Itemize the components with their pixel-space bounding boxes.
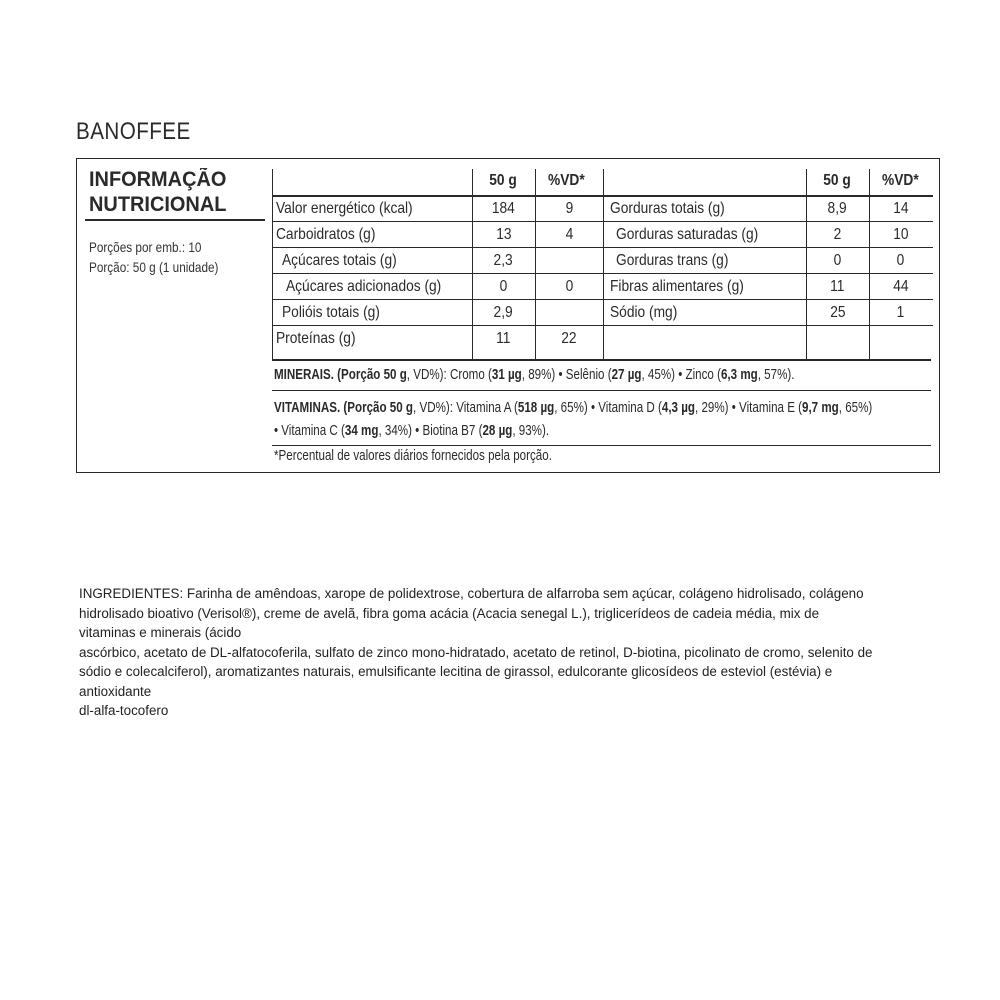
ingredients-line: ascórbico, acetato de DL-alfatocoferila, sulfato de zinco mono-hidratado, acetato de retinol, D-biotina, picolinato de cromo, selenito de [79, 644, 873, 660]
nutrient-amount: 0 [833, 252, 842, 269]
nutrient-amount: 2,9 [493, 304, 514, 321]
nutrient-amount: 2 [833, 226, 842, 243]
nutrient-amount: 2,3 [493, 252, 514, 269]
nutrient-amount: 13 [495, 226, 512, 243]
nutrient-name: Fibras alimentares (g) [610, 278, 744, 295]
minerals-divider [272, 359, 931, 361]
nutrient-amount: 184 [492, 200, 515, 217]
title-line-2: NUTRICIONAL [89, 193, 227, 216]
minerals-portion: (Porção 50 g [337, 367, 407, 383]
nutrient-dv: 14 [892, 200, 909, 217]
ingredients-line: dl-alfa-tocofero [79, 703, 169, 718]
nutrient-dv: 9 [565, 200, 573, 217]
vitamins-divider [272, 390, 931, 391]
footnote-divider [272, 445, 931, 446]
vitamins-portion: (Porção 50 g [343, 400, 414, 416]
vitamins-line-2: • Vitamina C (34 mg, 34%) • Biotina B7 (28 µg, 93%). [274, 423, 550, 439]
nutrient-dv: 0 [565, 278, 573, 295]
nutrient-dv: 22 [561, 330, 577, 347]
nutrient-amount: 25 [829, 304, 846, 321]
nutrient-amount: 11 [496, 330, 511, 347]
ingredients-line: vitaminas e minerais (ácido [79, 625, 242, 640]
nutrient-dv [535, 248, 603, 273]
ingredients-line: INGREDIENTES: Farinha de amêndoas, xarope de polidextrose, cobertura de alfarroba sem açúcar, colágeno hidrolisado, colágeno [79, 586, 864, 601]
nutrient-table [272, 165, 933, 359]
product-title: BANOFFEE [76, 118, 191, 145]
title-divider [85, 219, 265, 221]
nutrient-dv: 10 [892, 226, 909, 243]
nutrient-name: Carboidratos (g) [276, 226, 376, 243]
nutrition-label-title [89, 167, 226, 217]
vitamins-block [274, 397, 872, 443]
nutrient-dv: 1 [896, 304, 905, 321]
nutrient-name: Açúcares adicionados (g) [286, 278, 442, 295]
nutrient-name: Gorduras trans (g) [616, 252, 729, 269]
right-amount-header: 50 g [823, 172, 852, 189]
nutrient-dv: 44 [892, 278, 909, 295]
nutrient-dv: 4 [565, 226, 573, 243]
nutrient-amount: 8,9 [827, 200, 848, 217]
nutrient-name: Açúcares totais (g) [282, 252, 397, 269]
minerals-label: MINERAIS. [274, 367, 334, 383]
servings-per-package: Porções por emb.: 10 [89, 239, 202, 255]
nutrient-name: Sódio (mg) [610, 304, 678, 321]
ingredients-line: antioxidante [79, 683, 152, 699]
nutrient-name: Valor energético (kcal) [276, 200, 413, 217]
ingredients-line: sódio e colecalciferol), aromatizantes naturais, emulsificante lecitina de girassol, edulcorante glicosídeos de esteviol (estévia) e [79, 664, 833, 679]
nutrient-name: Polióis totais (g) [282, 304, 380, 321]
serving-info [89, 237, 218, 277]
column-rule [603, 169, 604, 359]
nutrient-name: Proteínas (g) [276, 330, 356, 347]
left-dv-header: %VD* [548, 172, 585, 189]
nutrient-name: Gorduras saturadas (g) [616, 226, 759, 243]
nutrition-facts-label [76, 158, 940, 473]
nutrient-dv [535, 300, 603, 325]
row-rule [603, 325, 933, 326]
footnote: *Percentual de valores diários fornecidos pela porção. [274, 448, 552, 464]
ingredients-line: hidrolisado bioativo (Verisol®), creme de avelã, fibra goma acácia (Acacia senegal L.), triglicerídeos de cadeia média, mix de [79, 605, 820, 621]
nutrient-name: Gorduras totais (g) [610, 200, 725, 217]
vitamins-line-1: VITAMINAS. (Porção 50 g, VD%): Vitamina A (518 µg, 65%) • Vitamina D (4,3 µg, 29%) • Vitamina E (9,7 mg, 65%) [274, 400, 873, 416]
serving-size: Porção: 50 g (1 unidade) [89, 259, 219, 275]
ingredients-text [79, 584, 959, 721]
vitamins-label: VITAMINAS. [274, 400, 341, 416]
title-line-1: INFORMAÇÃO [89, 168, 227, 191]
nutrient-dv: 0 [896, 252, 905, 269]
nutrient-amount: 0 [499, 278, 508, 295]
right-dv-header: %VD* [882, 172, 919, 189]
left-amount-header: 50 g [489, 172, 518, 189]
nutrient-amount: 11 [830, 278, 845, 295]
minerals-line: MINERAIS. (Porção 50 g, VD%): Cromo (31 µg, 89%) • Selênio (27 µg, 45%) • Zinco (6,3 mg, 57%). [274, 367, 795, 383]
